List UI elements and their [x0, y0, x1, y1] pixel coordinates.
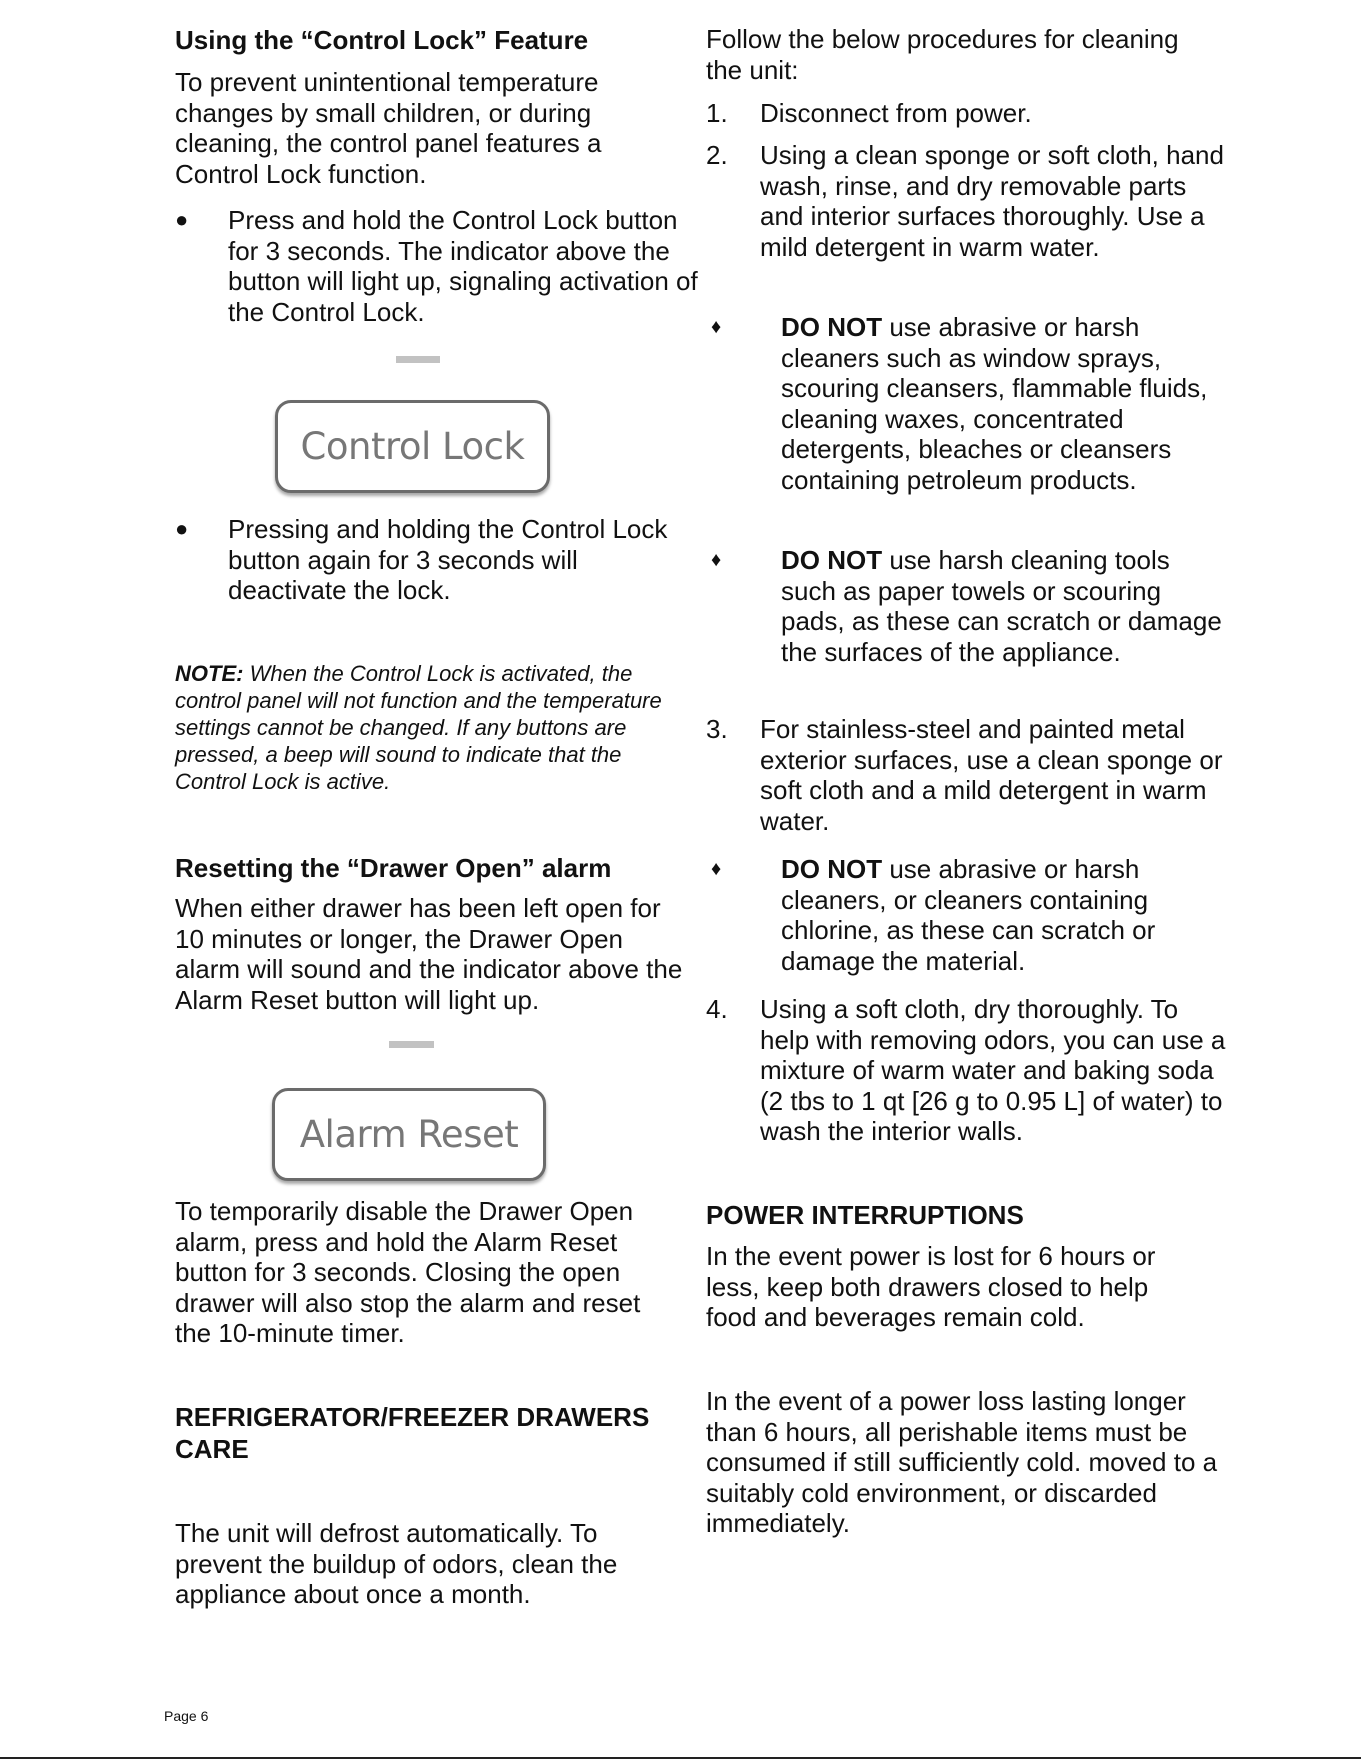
- power-text-2: In the event of a power loss lasting longer than 6 hours, all perishable items must be consumed if still sufficiently cold. moved to a suitably cold environment, or discarded immediately.: [706, 1386, 1218, 1538]
- control-lock-panel-graphic: [175, 350, 695, 500]
- bullet-text: Press and hold the Control Lock button for 3 seconds. The indicator above the button will light up, signaling activation of the Control Lock.: [228, 205, 698, 327]
- control-lock-heading: Using the “Control Lock” Feature: [175, 25, 589, 55]
- power-interruptions-heading: POWER INTERRUPTIONS: [706, 1200, 1024, 1230]
- step-text: For stainless-steel and painted metal exterior surfaces, use a clean sponge or soft cloth and a mild detergent in warm water.: [760, 714, 1223, 836]
- step-text: Using a soft cloth, dry thoroughly. To help with removing odors, you can use a mixture of warm water and baking soda (2 tbs to 1 qt [26 g to 0.95 L] of water) to wash the interior walls.: [760, 994, 1226, 1146]
- indicator-light: [389, 1041, 434, 1048]
- drawer-open-heading: Resetting the “Drawer Open” alarm: [175, 853, 612, 883]
- bullet-icon: ●: [175, 516, 189, 541]
- cleaning-intro: Follow the below procedures for cleaning the unit:: [706, 24, 1179, 85]
- step-number: 2.: [706, 140, 728, 170]
- page-number: Page 6: [164, 1708, 209, 1724]
- step-text: Disconnect from power.: [760, 98, 1032, 128]
- bottom-rule: [0, 1757, 1361, 1759]
- diamond-icon: ♦: [711, 549, 722, 571]
- note: [175, 660, 695, 795]
- diamond-icon: ♦: [711, 316, 722, 338]
- drawer-open-intro: When either drawer has been left open for 10 minutes or longer, the Drawer Open alarm will sound and the indicator above the Alarm Reset button will light up.: [175, 893, 683, 1015]
- step-text: Using a clean sponge or soft cloth, hand wash, rinse, and dry removable parts and interior surfaces thoroughly. Use a mild detergent in warm water.: [760, 140, 1224, 262]
- control-lock-intro: To prevent unintentional temperature changes by small children, or during cleaning, the control panel features a Control Lock function.: [175, 67, 602, 189]
- diamond-icon: ♦: [711, 858, 722, 880]
- alarm-reset-panel-graphic: [175, 1036, 695, 1186]
- bullet-icon: ●: [175, 207, 189, 232]
- note-label: NOTE:: [175, 661, 244, 686]
- warning-text: DO NOT use abrasive or harsh cleaners, or cleaners containing chlorine, as these can scratch or damage the material.: [781, 854, 1156, 976]
- power-text-1: In the event power is lost for 6 hours or less, keep both drawers closed to help food and beverages remain cold.: [706, 1241, 1156, 1332]
- alarm-reset-button-image: Alarm Reset: [272, 1088, 546, 1181]
- bullet-text: Pressing and holding the Control Lock button again for 3 seconds will deactivate the lock.: [228, 514, 668, 605]
- note-text: When the Control Lock is activated, the control panel will not function and the temperature settings cannot be changed. If any buttons are pressed, a beep will sound to indicate that the Control Lock is active.: [175, 661, 662, 794]
- warning-text: DO NOT use abrasive or harsh cleaners such as window sprays, scouring cleansers, flammable fluids, cleaning waxes, concentrated detergents, bleaches or cleansers containing petroleum products.: [781, 312, 1208, 495]
- care-text: The unit will defrost automatically. To prevent the buildup of odors, clean the appliance about once a month.: [175, 1518, 618, 1609]
- step-number: 1.: [706, 98, 728, 128]
- drawer-open-disable: To temporarily disable the Drawer Open alarm, press and hold the Alarm Reset button for 3 seconds. Closing the open drawer will also stop the alarm and reset the 10-minute timer.: [175, 1196, 641, 1348]
- step-number: 3.: [706, 714, 728, 744]
- indicator-light: [396, 356, 440, 363]
- do-not-label: DO NOT: [781, 545, 883, 575]
- do-not-label: DO NOT: [781, 312, 883, 342]
- step-number: 4.: [706, 994, 728, 1024]
- care-heading: REFRIGERATOR/FREEZER DRAWERS CARE: [175, 1402, 650, 1464]
- warning-text: DO NOT use harsh cleaning tools such as paper towels or scouring pads, as these can scratch or damage the surfaces of the appliance.: [781, 545, 1222, 667]
- control-lock-button-image: Control Lock: [275, 400, 550, 493]
- do-not-label: DO NOT: [781, 854, 883, 884]
